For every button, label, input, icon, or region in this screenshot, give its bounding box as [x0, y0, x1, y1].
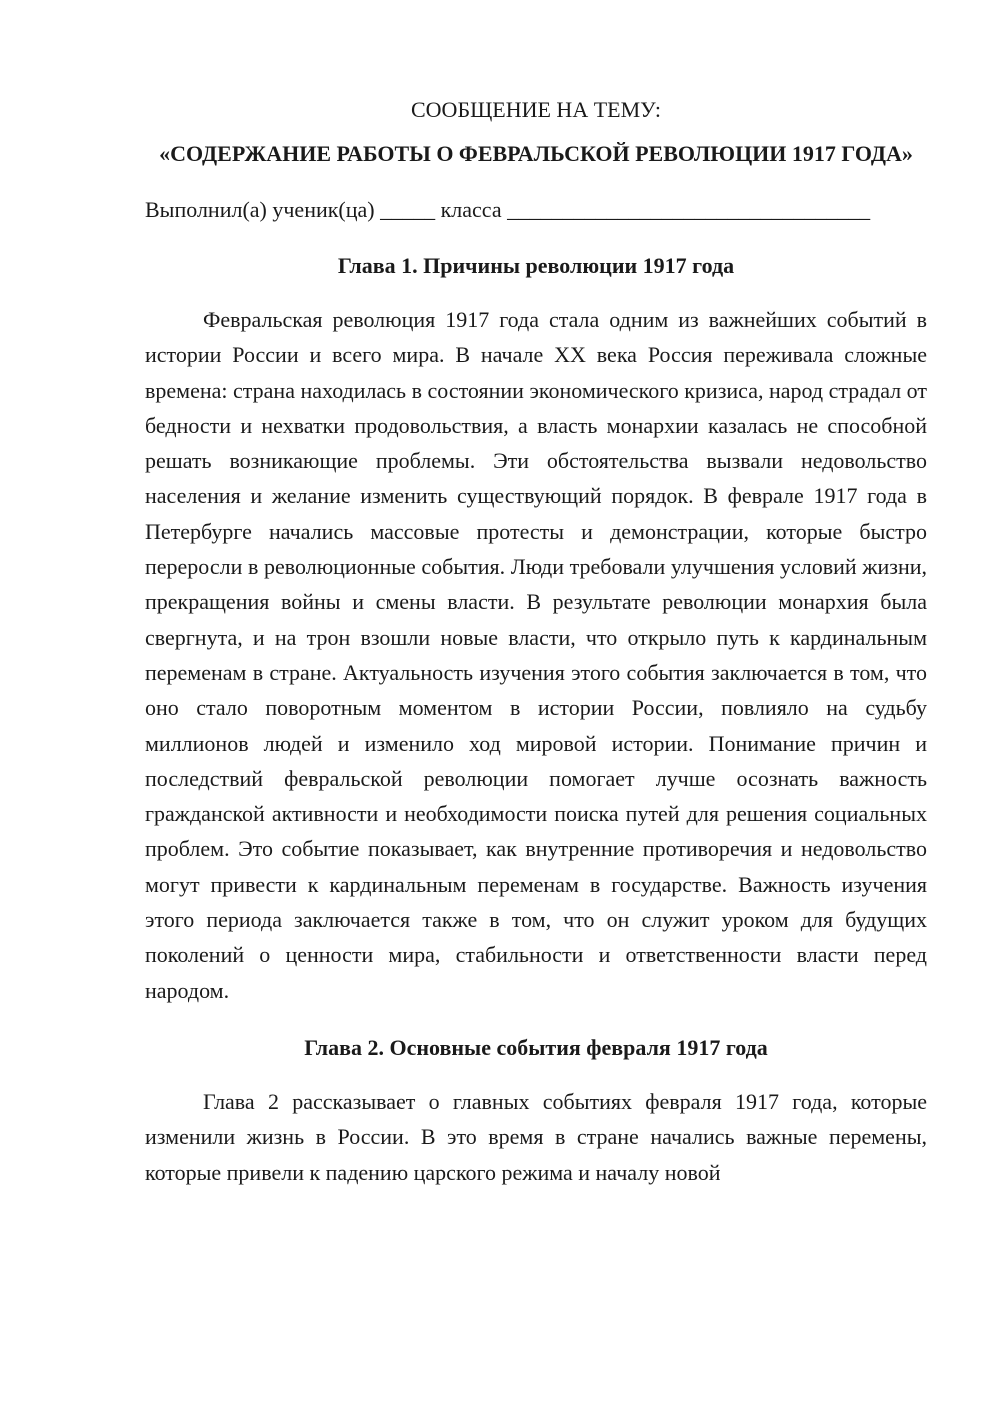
document-title: «СОДЕРЖАНИЕ РАБОТЫ О ФЕВРАЛЬСКОЙ РЕВОЛЮЦИИ 1917 ГОДА»: [159, 141, 913, 166]
author-line: Выполнил(а) ученик(ца) _____ класса _________________________________: [145, 197, 871, 222]
chapter-1-title: Глава 1. Причины революции 1917 года: [337, 253, 735, 278]
chapter-2-paragraph: Глава 2 рассказывает о главных событиях февраля 1917 года, которые изменили жизнь в России. В это время в стране начались важные перемены, которые привели к падению царского режима и началу новой: [145, 1088, 927, 1185]
document-page: [145, 92, 927, 1190]
chapter-1-paragraph: Февральская революция 1917 года стала одним из важнейших событий в истории России и всего мира. В начале XX века Россия переживала сложные времена: страна находилась в состоянии экономического кризиса, народ страдал от бедности и нехватки продовольствия, а власть монархии казалась не способной решать возникающие проблемы. Эти обстоятельства вызвали недовольство населения и желание изменить существующий порядок. В феврале 1917 года в Петербурге начались массовые протесты и демонстрации, которые быстро переросли в революционные события. Люди требовали улучшения условий жизни, прекращения войны и смены власти. В результате революции монархия была свергнута, и на трон взошли новые власти, что открыло путь к кардинальным переменам в стране. Актуальность изучения этого события заключается в том, что оно стало поворотным моментом в истории России, повлияло на судьбу миллионов людей и изменило ход мировой истории. Понимание причин и последствий февральской революции помогает лучше осознать важность гражданской активности и необходимости поиска путей для решения социальных проблем. Это событие показывает, как внутренние противоречия и недовольство могут привести к кардинальным переменам в государстве. Важность изучения этого периода заключается также в том, что он служит уроком для будущих поколений о ценности мира, стабильности и ответственности власти перед народом.: [145, 307, 927, 1003]
chapter-2-title: Глава 2. Основные события февраля 1917 года: [304, 1034, 768, 1060]
document-heading: СООБЩЕНИЕ НА ТЕМУ:: [411, 97, 661, 122]
